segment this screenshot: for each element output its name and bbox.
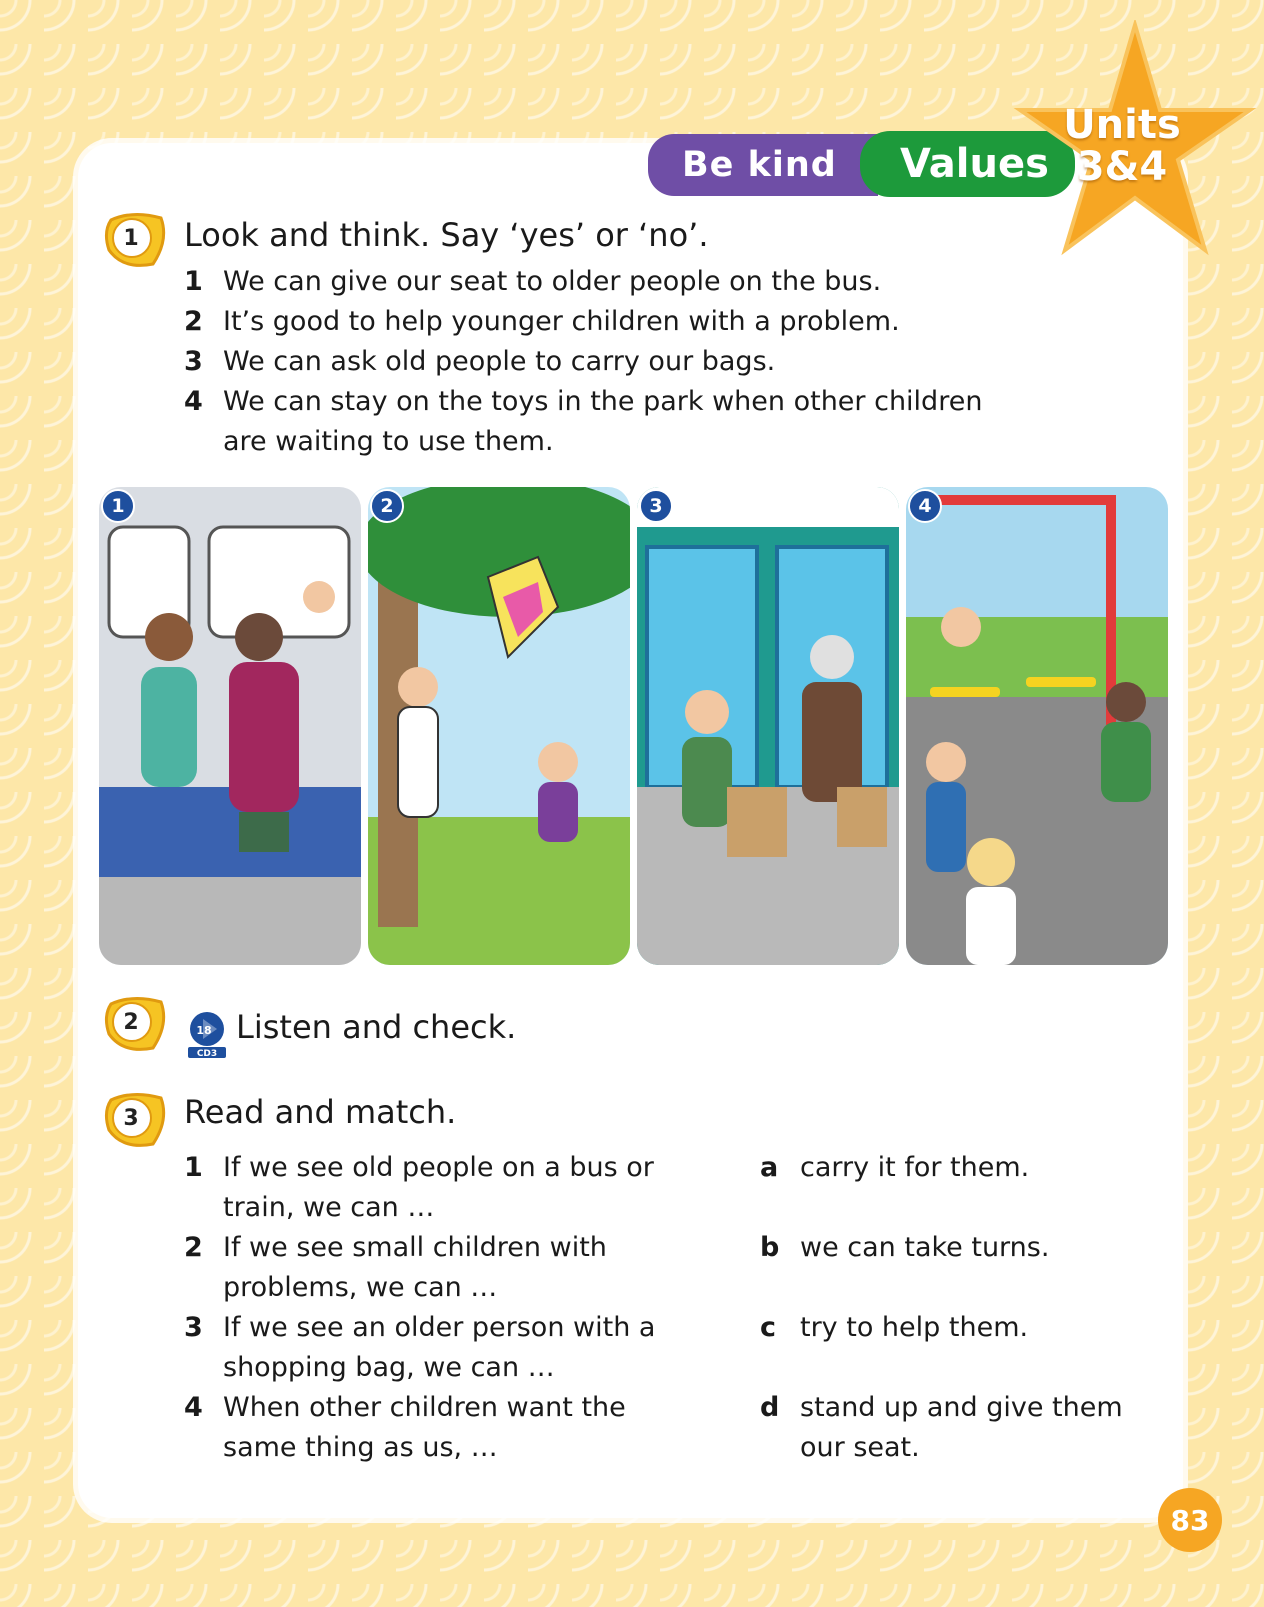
picture-swings <box>906 487 1168 965</box>
exercise-1-number: 1 <box>123 225 139 251</box>
units-line-2: 3&4 <box>1076 144 1168 190</box>
match-right-item <box>760 1308 1160 1348</box>
exercise-1-instruction: Look and think. Say ‘yes’ or ‘no’. <box>184 216 709 254</box>
item-text: If we see old people on a bus or <box>223 1152 654 1183</box>
list-item <box>184 262 984 302</box>
item-text: try to help them. <box>800 1312 1029 1343</box>
match-right-item <box>760 1148 1160 1188</box>
exercise-1-badge <box>103 210 169 270</box>
item-number: 2 <box>184 306 203 337</box>
exercise-2-badge <box>103 994 169 1054</box>
match-right-item <box>760 1228 1160 1268</box>
list-item <box>184 382 984 462</box>
item-text: we can take turns. <box>800 1232 1050 1263</box>
item-text: If we see small children with <box>223 1232 607 1263</box>
units-label <box>1052 104 1192 188</box>
item-number: 2 <box>184 1232 203 1263</box>
exercise-2-number: 2 <box>123 1009 139 1035</box>
item-text: We can give our seat to older people on the bus. <box>223 266 882 297</box>
item-text: problems, we can … <box>223 1272 498 1303</box>
item-number: 4 <box>184 1392 203 1423</box>
match-left-item <box>184 1148 684 1228</box>
picture-number: 4 <box>908 489 942 523</box>
picture-kite <box>368 487 630 965</box>
item-text: our seat. <box>800 1432 920 1463</box>
units-line-1: Units <box>1063 102 1181 148</box>
values-label: Values <box>900 141 1049 187</box>
item-text: shopping bag, we can … <box>223 1352 555 1383</box>
be-kind-label: Be kind <box>682 145 837 185</box>
item-text: train, we can … <box>223 1192 435 1223</box>
item-letter: d <box>760 1392 780 1423</box>
item-text: same thing as us, … <box>223 1432 498 1463</box>
picture-number: 3 <box>639 489 673 523</box>
item-number: 3 <box>184 346 203 377</box>
item-number: 4 <box>184 386 203 417</box>
item-text: It’s good to help younger children with a problem. <box>223 306 900 337</box>
picture-shopping <box>637 487 899 965</box>
list-item <box>184 302 984 342</box>
item-letter: b <box>760 1232 780 1263</box>
audio-track-icon[interactable] <box>186 1011 228 1059</box>
item-text: are waiting to use them. <box>223 426 554 457</box>
exercise-3-badge <box>103 1090 169 1150</box>
item-letter: a <box>760 1152 779 1183</box>
item-letter: c <box>760 1312 777 1343</box>
cd-label: CD3 <box>196 1049 218 1059</box>
item-text: We can stay on the toys in the park when other children <box>223 386 983 417</box>
item-number: 3 <box>184 1312 203 1343</box>
item-text: stand up and give them <box>800 1392 1123 1423</box>
item-text: We can ask old people to carry our bags. <box>223 346 776 377</box>
item-text: If we see an older person with a <box>223 1312 656 1343</box>
match-left-item <box>184 1388 684 1468</box>
item-text: When other children want the <box>223 1392 626 1423</box>
match-left-item <box>184 1308 684 1388</box>
list-item <box>184 342 984 382</box>
be-kind-tab <box>648 134 878 196</box>
exercise-3-instruction: Read and match. <box>184 1093 457 1131</box>
page-number: 83 <box>1158 1488 1222 1552</box>
picture-number: 1 <box>101 489 135 523</box>
exercise-3-number: 3 <box>123 1105 139 1131</box>
match-left-item <box>184 1228 684 1308</box>
exercise-2-instruction: Listen and check. <box>236 1008 517 1046</box>
item-text: carry it for them. <box>800 1152 1030 1183</box>
picture-bus <box>99 487 361 965</box>
item-number: 1 <box>184 1152 203 1183</box>
item-number: 1 <box>184 266 203 297</box>
picture-number: 2 <box>370 489 404 523</box>
match-right-item <box>760 1388 1160 1468</box>
track-number: 18 <box>196 1024 212 1037</box>
